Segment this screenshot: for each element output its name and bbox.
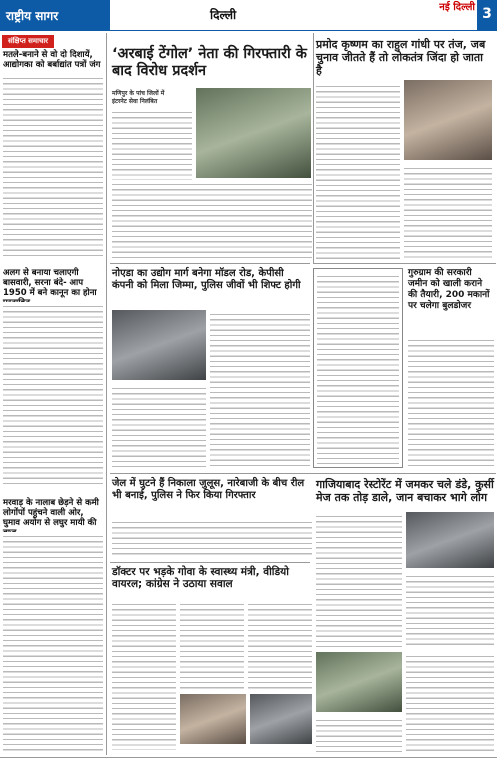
left-story3-headline: मरवाड़ के नालाब छेड़ने से कमी लोगोंपों पहुंचने वाली ओर, घुमाव अयोग से लघुर मायी की [3,498,99,528]
gurugram-headline: गुरुग्राम की सरकारी जमीन को खाली कराने की तैयारी, 200 मकानों पर चलेगा बुलडोजर [408,268,490,311]
center-divider-top [313,33,314,263]
right-top-body-col2 [404,164,492,260]
section-tag: संक्षिप्त समाचार [2,35,54,48]
doctor-photo-2 [250,694,312,744]
ghaziabad-body-col1 [316,512,402,647]
side-box-story [313,268,403,468]
right-top-headline: प्रमोद कृष्णम का राहुल गांधी पर तंज, जब चुनाव जीतते हैं तो लोकतंत्र जिंदा हो जाता है [316,38,486,77]
page-footer [0,757,497,765]
ghaziabad-headline: गाजियाबाद रेस्टोरेंट में जमकर चले डंडे, कुर्सी मेज तक तोड़ डाले, जान बचाकर भागे लोग [316,478,494,504]
noida-body-col2 [210,310,310,468]
jail-headline: जेल में घुटने हैं निकाला जुलूस, नारेबाजी के बीच रील भी बनाई, पुलिस ने फिर किया गिरफ्तार [112,478,305,501]
masthead-rule [0,30,497,31]
doctor-headline: डॉक्टर पर भड़के गोवा के स्वास्थ्य मंत्री, वीडियो वायरल; कांग्रेस ने उठाया सवाल [112,566,289,590]
left-story1-headline: मतले-बनाने से वो दो दिशायें, आद्योगका को बर्बाद्यांत पत्रों जंग [3,50,101,70]
noida-photo [112,310,206,380]
lead-subhead-1: मणिपुर के पांच जिलों में [112,90,165,97]
dateline-city: नई दिल्ली [439,2,475,13]
noida-headline: नोएडा का उद्योग मार्ग बनेगा मॉडल रोड, केपीसी कंपनी को मिला जिम्मा, पुलिस जीवों भी शिफ्ट होगी [112,268,301,291]
dateline [439,3,475,12]
edition-city: दिल्ली [210,8,237,22]
left-story2-body [3,302,103,488]
page-number: 3 [477,0,497,30]
lead-bottom-rule [110,263,310,264]
lead-headline: ‘अरबाई टेंगोल’ नेता की गिरफ्तारी के बाद विरोध प्रदर्शन [112,46,307,79]
doctor-body-col1 [112,600,176,750]
jail-top-rule [110,473,496,474]
lead-photo [196,88,311,178]
jail-body [112,518,312,556]
doctor-body-col3 [248,600,312,690]
left-story1-body [3,74,103,260]
right-top-photo [404,80,492,160]
bottom-photo-3 [316,652,402,712]
doctor-body-col2 [180,600,244,690]
paper-name: राष्ट्रीय सागर [0,0,110,30]
bottom-caption-body [316,716,402,752]
doctor-top-rule [110,562,310,563]
right-top-body-col1 [316,82,400,260]
lead-subhead-2: इंटरनेट सेवा निलंबित [112,98,158,105]
ghaziabad-body-col2 [406,572,494,647]
side-box-body [317,272,399,464]
ghaziabad-photo [406,512,494,568]
right-top-bottom-rule [313,263,496,264]
masthead [0,0,497,30]
left-story2-headline: अलग से बनाया चलाएगी बासवारी, सरना बंदे- आप 1950 में बने कानून का होना [3,268,97,298]
doctor-photo-1 [180,694,246,744]
noida-body-col1 [112,384,206,468]
lead-body-col2 [112,180,312,260]
gurugram-body [408,336,494,468]
left-story3-body [3,532,103,754]
left-column-divider [106,33,107,755]
bottom-right-body [406,652,494,752]
